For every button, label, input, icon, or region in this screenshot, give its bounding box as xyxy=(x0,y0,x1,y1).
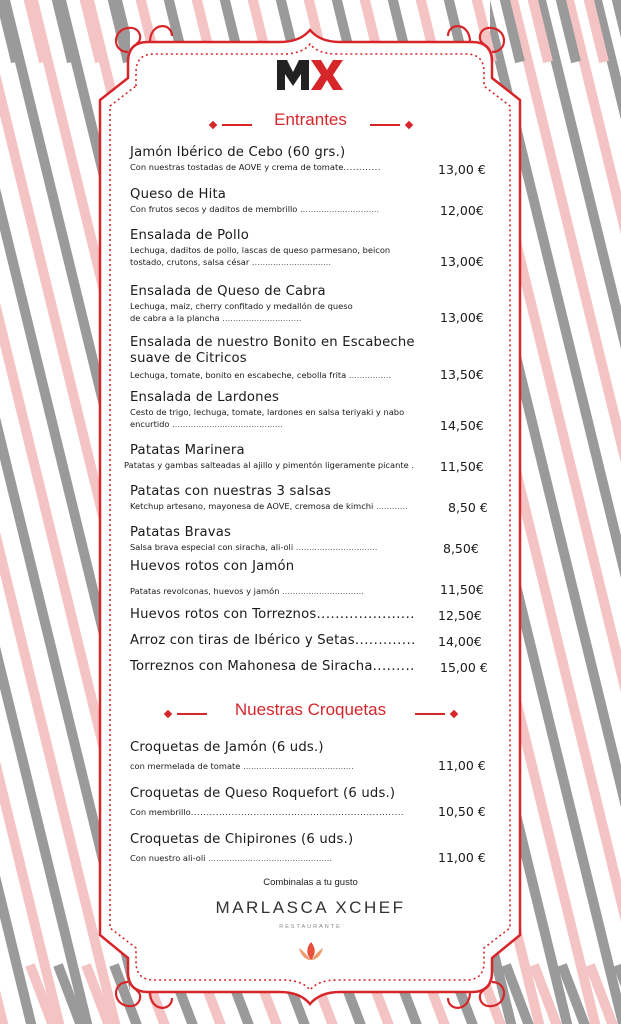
item-name: Ensalada de Lardones xyxy=(130,390,280,405)
menu-item xyxy=(130,786,492,818)
item-price: 15,00 € xyxy=(440,660,488,675)
item-price: 8,50 € xyxy=(448,500,488,515)
item-price: 12,00€ xyxy=(440,203,484,218)
mx-logo-icon xyxy=(277,58,343,90)
item-description: con mermelada de tomate .......................................... xyxy=(130,761,354,771)
item-description: Lechuga, daditos de pollo, lascas de queso parmesano, beicon tostado, crutons, salsa césar .............................. xyxy=(130,245,391,267)
item-name: Croquetas de Jamón (6 uds.) xyxy=(130,740,324,755)
section-title-croquetas: Nuestras Croquetas xyxy=(234,700,387,719)
item-description: Con nuestro ali-oli ............................................... xyxy=(130,853,333,863)
item-description: Salsa brava especial con siracha, ali-oli ............................... xyxy=(130,542,378,552)
item-name: Patatas con nuestras 3 salsas xyxy=(130,484,332,499)
item-price: 11,50€ xyxy=(440,582,484,597)
menu-item xyxy=(130,228,492,268)
menu-item xyxy=(130,484,492,515)
item-name: Huevos rotos con Torreznos..................... xyxy=(130,607,415,622)
item-name: Patatas Marinera xyxy=(130,443,245,458)
brand-subtitle: RESTAURANTE xyxy=(279,924,342,930)
item-name: Torreznos con Mahonesa de Siracha......... xyxy=(130,659,415,674)
item-price: 11,00 € xyxy=(438,758,486,773)
item-price: 13,00 € xyxy=(438,162,486,177)
item-price: 11,00 € xyxy=(438,850,486,865)
menu-item xyxy=(130,525,492,556)
item-name: Huevos rotos con Jamón xyxy=(130,559,295,574)
item-description: Lechuga, tomate, bonito en escabeche, cebolla frita ................ xyxy=(130,370,392,380)
item-name: Ensalada de Queso de Cabra xyxy=(130,284,326,299)
item-description: Ketchup artesano, mayonesa de AOVE, cremosa de kimchi ............ xyxy=(130,501,408,511)
item-price: 13,00€ xyxy=(440,310,484,325)
item-price: 10,50 € xyxy=(438,804,486,819)
item-name: Jamón Ibérico de Cebo (60 grs.) xyxy=(130,145,346,160)
item-price: 11,50€ xyxy=(440,459,484,474)
brand-logo-text: MARLASCA XCHEF xyxy=(215,898,406,917)
item-name: Ensalada de Pollo xyxy=(130,228,250,243)
item-price: 14,50€ xyxy=(440,418,484,433)
item-price: 14,00€ xyxy=(438,634,482,649)
item-price: 8,50€ xyxy=(443,541,479,556)
menu-item xyxy=(130,335,492,381)
item-price: 13,00€ xyxy=(440,254,484,269)
lotus-icon xyxy=(297,940,325,962)
menu-item xyxy=(130,740,492,772)
menu-item xyxy=(124,443,492,474)
item-description: Con nuestras tostadas de AOVE y crema de tomate............ xyxy=(130,162,381,172)
item-description: Con frutos secos y daditos de membrillo .............................. xyxy=(130,204,380,214)
item-description: Lechuga, maiz, cherry confitado y medallón de queso de cabra a la plancha .............................. xyxy=(130,301,353,323)
menu-item xyxy=(130,607,492,623)
item-name: Ensalada de nuestro Bonito en Escabeche suave de Citricos xyxy=(130,335,415,366)
item-description: Cesto de trigo, lechuga, tomate, lardones en salsa teriyaki y nabo encurtido .......................................... xyxy=(130,407,405,429)
item-description: Con membrillo.................................................................... xyxy=(130,807,405,817)
item-name: Patatas Bravas xyxy=(130,525,232,540)
title-ornament-right xyxy=(370,120,412,130)
item-price: 12,50€ xyxy=(438,608,482,623)
menu-item xyxy=(130,284,492,324)
item-name: Arroz con tiras de Ibérico y Setas............. xyxy=(130,633,416,648)
menu-item xyxy=(130,145,492,177)
item-description: Patatas y gambas salteadas al ajillo y pimentón ligeramente picante . xyxy=(124,460,414,470)
item-name: Croquetas de Queso Roquefort (6 uds.) xyxy=(130,786,396,801)
item-name: Queso de Hita xyxy=(130,187,227,202)
item-price: 13,50€ xyxy=(440,367,484,382)
menu-item xyxy=(130,659,492,675)
menu-item xyxy=(130,633,492,649)
menu-item xyxy=(130,187,492,218)
section-title-entrantes: Entrantes xyxy=(274,110,347,129)
item-name: Croquetas de Chipirones (6 uds.) xyxy=(130,832,354,847)
title-ornament-right xyxy=(415,709,457,719)
tagline: Combinalas a tu gusto xyxy=(263,877,358,888)
menu-item xyxy=(130,832,492,864)
menu-item xyxy=(130,559,492,597)
menu-item xyxy=(130,390,492,433)
item-description: Patatas revolconas, huevos y jamón ............................... xyxy=(130,586,364,596)
